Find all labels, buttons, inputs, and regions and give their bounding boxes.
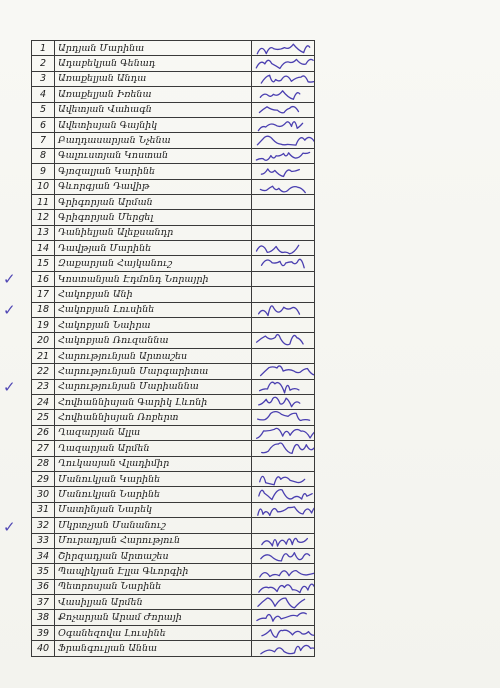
person-name: Գյոզալյան Կարինե [55, 164, 252, 179]
table-row [32, 71, 315, 86]
signature-stroke [259, 305, 300, 315]
table-row [32, 441, 315, 456]
signature-stroke [258, 412, 310, 421]
table-row [32, 425, 315, 440]
handwritten-signature [252, 426, 312, 441]
signature-cell [252, 71, 315, 86]
person-name: Զաքարյան Հայկանուշ [55, 256, 252, 271]
person-name: Մուրադյան Հարություն [55, 533, 252, 548]
table-row [32, 595, 315, 610]
person-name: Ղազարյան Արմեն [55, 441, 252, 456]
signature-cell [252, 471, 315, 486]
signature-stroke [258, 122, 302, 131]
handwritten-signature [252, 118, 312, 133]
table-row [32, 456, 315, 471]
signature-stroke [256, 152, 309, 160]
table-row [32, 256, 315, 271]
handwritten-signature [252, 564, 312, 579]
signature-stroke [259, 490, 312, 500]
person-name: Ավետյան Վահագն [55, 102, 252, 117]
table-row [32, 410, 315, 425]
table-row [32, 287, 315, 302]
handwritten-signature [252, 549, 312, 564]
handwritten-signature [252, 395, 312, 410]
signature-stroke [257, 613, 306, 621]
signature-cell [252, 441, 315, 456]
signature-cell [252, 148, 315, 163]
table-row [32, 610, 315, 625]
row-number: 24 [32, 394, 55, 409]
check-mark: ✓ [3, 269, 16, 288]
row-number: 27 [32, 441, 55, 456]
row-number: 22 [32, 364, 55, 379]
handwritten-signature [252, 149, 312, 164]
signature-cell [252, 641, 315, 656]
table-row [32, 164, 315, 179]
handwritten-signature [252, 87, 312, 102]
table-row [32, 625, 315, 640]
person-name: Ղազարյան Ալլա [55, 425, 252, 440]
signature-stroke [259, 397, 300, 406]
person-name: Կոստանյան Էդմոնդ Նորայրի [55, 271, 252, 286]
signature-stroke [260, 382, 299, 393]
row-number: 18 [32, 302, 55, 317]
table-row [32, 225, 315, 240]
handwritten-signature [252, 595, 312, 610]
row-number: 5 [32, 102, 55, 117]
row-number: 19 [32, 318, 55, 333]
handwritten-signature [252, 364, 312, 379]
person-name: Ավետիսյան Գայնիկ [55, 117, 252, 132]
signature-table-body [32, 41, 315, 657]
table-row [32, 379, 315, 394]
handwritten-signature [252, 72, 312, 87]
signature-stroke [260, 567, 315, 577]
signature-cell [252, 625, 315, 640]
handwritten-signature [252, 534, 312, 549]
person-name: Արդյան Մարինա [55, 41, 252, 56]
handwritten-signature [252, 380, 312, 395]
signature-cell [252, 410, 315, 425]
handwritten-signature [252, 410, 312, 425]
signature-cell [252, 117, 315, 132]
signature-stroke [261, 553, 310, 561]
row-number: 29 [32, 471, 55, 486]
check-mark: ✓ [3, 517, 16, 536]
person-name: Բաղդասարյան Նչենա [55, 133, 252, 148]
person-name: Շիրզադյան Արտաշես [55, 548, 252, 563]
handwritten-signature [252, 641, 312, 656]
person-name: Ադաբեկյան Գենադ [55, 56, 252, 71]
signature-cell [252, 425, 315, 440]
signature-stroke [262, 260, 305, 269]
row-number: 38 [32, 610, 55, 625]
row-number: 39 [32, 625, 55, 640]
signature-cell [252, 87, 315, 102]
handwritten-signature [252, 626, 312, 641]
signature-cell [252, 610, 315, 625]
handwritten-signature [252, 41, 312, 56]
signature-table [31, 40, 315, 657]
handwritten-signature [252, 472, 312, 487]
signature-cell [252, 502, 315, 517]
signature-stroke [262, 538, 308, 546]
signature-stroke [262, 630, 315, 637]
signature-stroke [261, 169, 299, 177]
signature-cell [252, 271, 315, 286]
signature-cell [252, 548, 315, 563]
signature-stroke [261, 75, 314, 84]
signature-cell [252, 102, 315, 117]
signature-cell [252, 348, 315, 363]
person-name: Գրիգորյան Մերցել [55, 210, 252, 225]
row-number: 8 [32, 148, 55, 163]
signature-stroke [257, 44, 309, 54]
row-number: 14 [32, 241, 55, 256]
person-name: Հարությունյան Մարիաննա [55, 379, 252, 394]
row-number: 15 [32, 256, 55, 271]
table-row [32, 548, 315, 563]
signature-stroke [259, 584, 315, 592]
handwritten-signature [252, 580, 312, 595]
check-mark: ✓ [3, 300, 16, 319]
person-name: Մանուկյան Նարինե [55, 487, 252, 502]
person-name: Առաքելյան Անդա [55, 71, 252, 86]
signature-cell [252, 302, 315, 317]
person-name: Օգանեզովա Լուսինե [55, 625, 252, 640]
signature-stroke [262, 443, 315, 453]
table-row [32, 533, 315, 548]
signature-stroke [256, 60, 313, 69]
table-row [32, 302, 315, 317]
signature-cell [252, 379, 315, 394]
table-row [32, 133, 315, 148]
row-number: 1 [32, 41, 55, 56]
row-number: 9 [32, 164, 55, 179]
person-name: Դավթյան Մարինե [55, 241, 252, 256]
row-number: 36 [32, 579, 55, 594]
row-number: 6 [32, 117, 55, 132]
row-number: 11 [32, 194, 55, 209]
table-row [32, 502, 315, 517]
row-number: 17 [32, 287, 55, 302]
table-row [32, 194, 315, 209]
table-row [32, 348, 315, 363]
handwritten-signature [252, 164, 312, 179]
table-row [32, 41, 315, 56]
table-row [32, 394, 315, 409]
row-number: 37 [32, 595, 55, 610]
person-name: Հակոբյան Նաիրա [55, 318, 252, 333]
table-row [32, 564, 315, 579]
person-name: Հովհաննիսյան Ռոբերտ [55, 410, 252, 425]
table-row [32, 117, 315, 132]
row-number: 31 [32, 502, 55, 517]
row-number: 34 [32, 548, 55, 563]
table-row [32, 518, 315, 533]
row-number: 20 [32, 333, 55, 348]
row-number: 26 [32, 425, 55, 440]
person-name: Հակոբյան Լուսինե [55, 302, 252, 317]
person-name: Պետրոսյան Նարինե [55, 579, 252, 594]
signature-stroke [261, 646, 315, 654]
signature-cell [252, 287, 315, 302]
table-row [32, 333, 315, 348]
row-number: 40 [32, 641, 55, 656]
person-name: Գալուստյան Կոստան [55, 148, 252, 163]
person-name: Մատինյան Նարեկ [55, 502, 252, 517]
signature-stroke [257, 137, 314, 146]
table-row [32, 641, 315, 656]
handwritten-signature [252, 303, 312, 318]
row-number: 25 [32, 410, 55, 425]
person-name: Մկրտչյան Մանանուշ [55, 518, 252, 533]
signature-cell [252, 210, 315, 225]
row-number: 35 [32, 564, 55, 579]
row-number: 28 [32, 456, 55, 471]
row-number: 32 [32, 518, 55, 533]
signature-cell [252, 456, 315, 471]
signature-stroke [259, 106, 298, 112]
row-number: 3 [32, 71, 55, 86]
signature-cell [252, 256, 315, 271]
row-number: 10 [32, 179, 55, 194]
handwritten-signature [252, 503, 312, 518]
signature-cell [252, 595, 315, 610]
table-row [32, 56, 315, 71]
table-row [32, 210, 315, 225]
person-name: Պապիկյան Էլլա Գևորգիի [55, 564, 252, 579]
signature-cell [252, 241, 315, 256]
row-number: 21 [32, 348, 55, 363]
table-row [32, 148, 315, 163]
table-row [32, 179, 315, 194]
person-name: Առաքելյան Իռենա [55, 87, 252, 102]
check-mark: ✓ [3, 378, 16, 396]
handwritten-signature [252, 241, 312, 256]
table-row [32, 87, 315, 102]
handwritten-signature [252, 487, 312, 502]
person-name: Գևորգյան Դավիթ [55, 179, 252, 194]
person-name: Ղուկասյան Վլադիմիր [55, 456, 252, 471]
row-number: 13 [32, 225, 55, 240]
signature-cell [252, 333, 315, 348]
table-row [32, 318, 315, 333]
signature-cell [252, 225, 315, 240]
signature-stroke [261, 366, 315, 376]
table-row [32, 102, 315, 117]
handwritten-signature [252, 133, 312, 148]
person-name: Դանիելյան Ալեքսանդր [55, 225, 252, 240]
table-row [32, 364, 315, 379]
handwritten-signature [252, 256, 312, 271]
person-name: Մանուկյան Կարինե [55, 471, 252, 486]
signature-stroke [260, 91, 300, 100]
signature-cell [252, 133, 315, 148]
table-row [32, 579, 315, 594]
person-name: Հակոբյան Անի [55, 287, 252, 302]
signature-cell [252, 164, 315, 179]
signature-cell [252, 564, 315, 579]
signature-cell [252, 533, 315, 548]
row-number: 33 [32, 533, 55, 548]
person-name: Ֆրանգուլյան Աննա [55, 641, 252, 656]
table-row [32, 471, 315, 486]
signature-cell [252, 179, 315, 194]
table-row [32, 487, 315, 502]
signature-stroke [260, 476, 305, 484]
person-name: Քոչարյան Արամ Ժորայի [55, 610, 252, 625]
person-name: Գրիգորյան Արման [55, 194, 252, 209]
signature-cell [252, 487, 315, 502]
row-number: 30 [32, 487, 55, 502]
signature-stroke [257, 428, 315, 438]
signature-cell [252, 518, 315, 533]
signature-cell [252, 394, 315, 409]
person-name: Վասիլյան Արմեն [55, 595, 252, 610]
signature-stroke [257, 245, 299, 254]
table-row [32, 271, 315, 286]
signature-cell [252, 364, 315, 379]
signature-cell [252, 41, 315, 56]
row-number: 23 [32, 379, 55, 394]
person-name: Հարությունյան Արտաշես [55, 348, 252, 363]
handwritten-signature [252, 180, 312, 195]
signature-stroke [258, 506, 315, 515]
row-number: 4 [32, 87, 55, 102]
row-number: 2 [32, 56, 55, 71]
signature-stroke [260, 186, 305, 192]
handwritten-signature [252, 610, 312, 625]
person-name: Հովհաննիսյան Գարիկ Լևոնի [55, 394, 252, 409]
signature-cell [252, 318, 315, 333]
handwritten-signature [252, 56, 312, 71]
signature-cell [252, 579, 315, 594]
row-number: 16 [32, 271, 55, 286]
row-number: 12 [32, 210, 55, 225]
signature-cell [252, 194, 315, 209]
person-name: Հակոբյան Ռուզաննա [55, 333, 252, 348]
handwritten-signature [252, 103, 312, 118]
row-number: 7 [32, 133, 55, 148]
person-name: Հարությունյան Մարգարիտա [55, 364, 252, 379]
signature-stroke [258, 598, 305, 608]
signature-stroke [257, 335, 304, 345]
handwritten-signature [252, 333, 312, 348]
signature-cell [252, 56, 315, 71]
table-row [32, 241, 315, 256]
handwritten-signature [252, 441, 312, 456]
